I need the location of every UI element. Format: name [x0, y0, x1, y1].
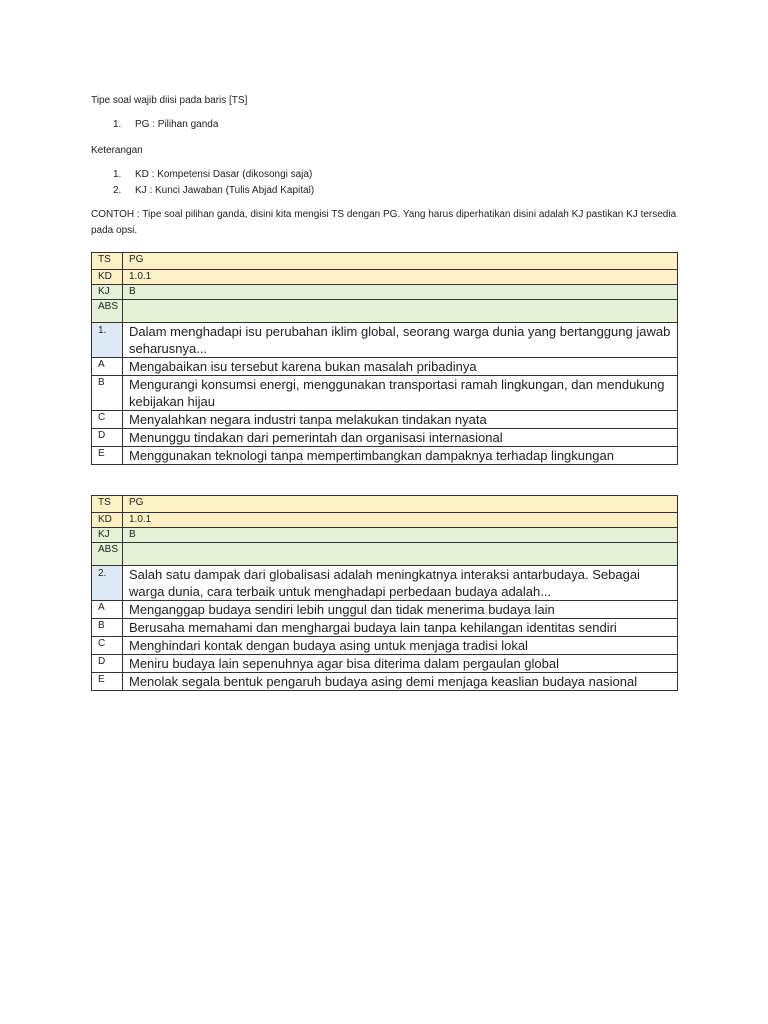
option-label: C — [92, 637, 123, 655]
kd-row — [92, 513, 678, 528]
question-text[interactable]: Salah satu dampak dari globalisasi adalah meningkatnya interaksi antarbudaya. Sebagai warga dunia, cara terbaik untuk menghadapi perbedaan budaya adalah... — [123, 566, 678, 601]
list-number: 2. — [113, 185, 122, 196]
option-label: E — [92, 673, 123, 691]
option-label: B — [92, 619, 123, 637]
abs-label: ABS — [92, 300, 123, 323]
option-text[interactable]: Menganggap budaya sendiri lebih unggul dan tidak menerima budaya lain — [123, 601, 678, 619]
option-row — [92, 619, 678, 637]
option-text[interactable]: Menghindari kontak dengan budaya asing untuk menjaga tradisi lokal — [123, 637, 678, 655]
question-table — [91, 495, 678, 691]
question-number: 1. — [92, 323, 123, 358]
kd-value[interactable]: 1.0.1 — [123, 513, 678, 528]
instructions — [91, 93, 678, 239]
list-text: PG : Pilihan ganda — [135, 119, 219, 130]
kd-label: KD — [92, 270, 123, 285]
question-row — [92, 323, 678, 358]
abs-row — [92, 300, 678, 323]
option-text[interactable]: Meniru budaya lain sepenuhnya agar bisa diterima dalam pergaulan global — [123, 655, 678, 673]
option-text[interactable]: Menunggu tindakan dari pemerintah dan organisasi internasional — [123, 429, 678, 447]
question-table — [91, 252, 678, 465]
kj-value[interactable]: B — [123, 528, 678, 543]
kj-label: KJ — [92, 528, 123, 543]
option-row — [92, 429, 678, 447]
option-row — [92, 447, 678, 465]
question-number: 2. — [92, 566, 123, 601]
option-text[interactable]: Menggunakan teknologi tanpa mempertimbangkan dampaknya terhadap lingkungan — [123, 447, 678, 465]
ts-row — [92, 496, 678, 513]
list-number: 1. — [113, 169, 122, 180]
kd-row — [92, 270, 678, 285]
option-text[interactable]: Menyalahkan negara industri tanpa melakukan tindakan nyata — [123, 411, 678, 429]
contoh-line: CONTOH : Tipe soal pilihan ganda, disini kita mengisi TS dengan PG. Yang harus diperhatikan disini adalah KJ pastikan KJ tersedia — [91, 209, 677, 220]
kj-label: KJ — [92, 285, 123, 300]
abs-value[interactable] — [123, 300, 678, 323]
abs-row — [92, 543, 678, 566]
ts-value[interactable]: PG — [123, 253, 678, 270]
question-text[interactable]: Dalam menghadapi isu perubahan iklim global, seorang warga dunia yang bertanggung jawab seharusnya... — [123, 323, 678, 358]
option-label: B — [92, 376, 123, 411]
contoh-line: pada opsi. — [91, 225, 138, 236]
option-label: A — [92, 358, 123, 376]
option-label: A — [92, 601, 123, 619]
ts-label: TS — [92, 496, 123, 513]
option-label: D — [92, 655, 123, 673]
option-row — [92, 601, 678, 619]
question-row — [92, 566, 678, 601]
kj-value[interactable]: B — [123, 285, 678, 300]
kj-row — [92, 285, 678, 300]
abs-label: ABS — [92, 543, 123, 566]
option-row — [92, 637, 678, 655]
option-label: E — [92, 447, 123, 465]
option-label: D — [92, 429, 123, 447]
keterangan-title: Keterangan — [91, 145, 143, 156]
option-text[interactable]: Berusaha memahami dan menghargai budaya lain tanpa kehilangan identitas sendiri — [123, 619, 678, 637]
kd-value[interactable]: 1.0.1 — [123, 270, 678, 285]
keterangan-list — [91, 167, 678, 199]
list-text: KD : Kompetensi Dasar (dikosongi saja) — [135, 169, 313, 180]
list-number: 1. — [113, 119, 122, 130]
ts-label: TS — [92, 253, 123, 270]
type-list — [91, 117, 678, 133]
option-row — [92, 376, 678, 411]
option-label: C — [92, 411, 123, 429]
kj-row — [92, 528, 678, 543]
option-row — [92, 358, 678, 376]
kd-label: KD — [92, 513, 123, 528]
ts-value[interactable]: PG — [123, 496, 678, 513]
option-row — [92, 655, 678, 673]
ts-row — [92, 253, 678, 270]
list-item — [91, 167, 678, 183]
option-row — [92, 411, 678, 429]
instruction-line: Tipe soal wajib diisi pada baris [TS] — [91, 95, 248, 106]
list-text: KJ : Kunci Jawaban (Tulis Abjad Kapital) — [135, 185, 315, 196]
list-item — [91, 117, 678, 133]
list-item — [91, 183, 678, 199]
abs-value[interactable] — [123, 543, 678, 566]
option-row — [92, 673, 678, 691]
option-text[interactable]: Mengabaikan isu tersebut karena bukan masalah pribadinya — [123, 358, 678, 376]
option-text[interactable]: Mengurangi konsumsi energi, menggunakan transportasi ramah lingkungan, dan mendukung kebijakan hijau — [123, 376, 678, 411]
option-text[interactable]: Menolak segala bentuk pengaruh budaya asing demi menjaga keaslian budaya nasional — [123, 673, 678, 691]
